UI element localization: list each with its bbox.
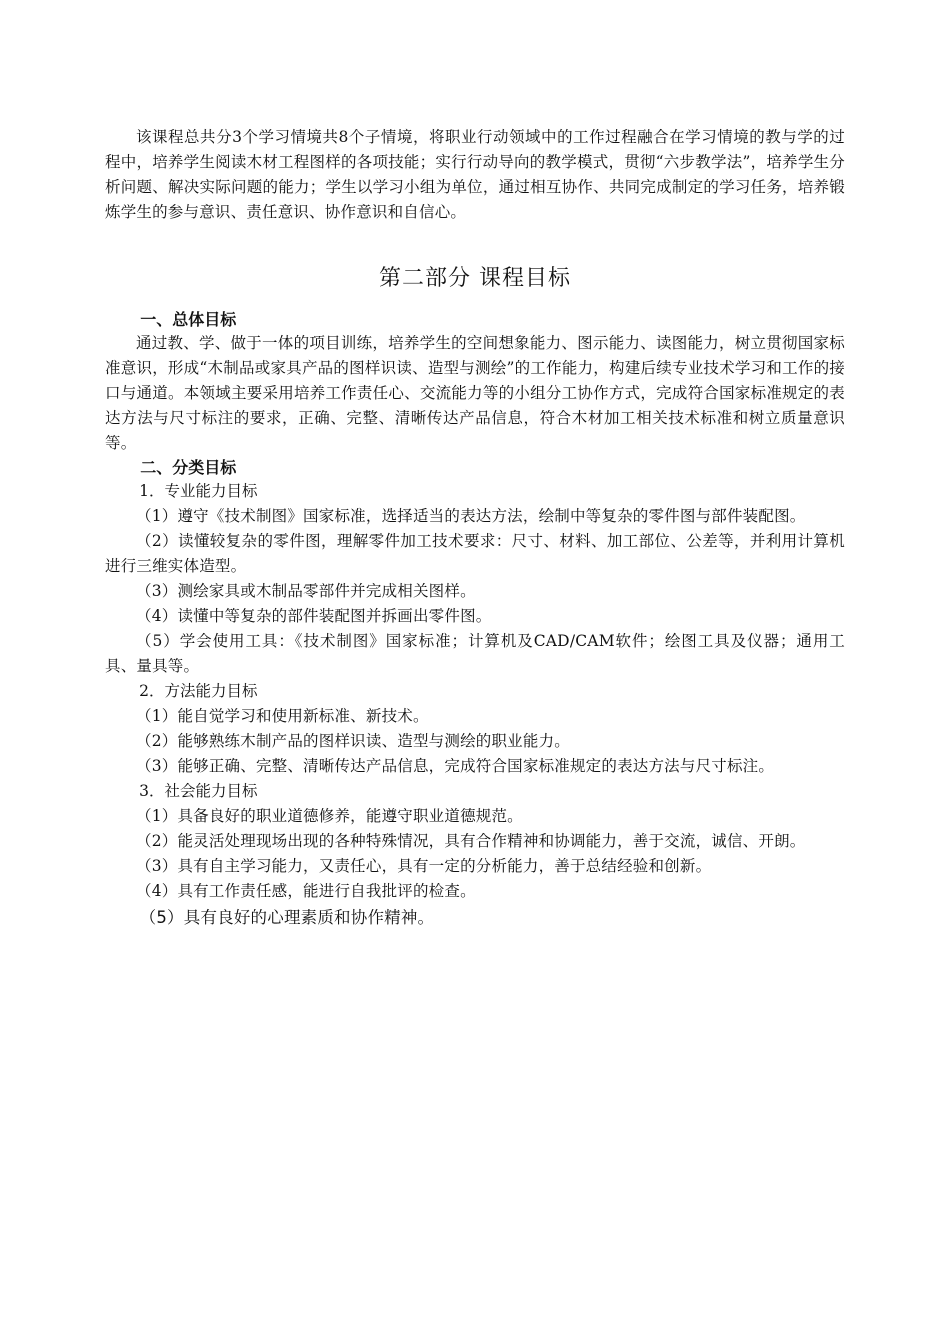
intro-paragraph: 该课程总共分3个学习情境共8个子情境，将职业行动领域中的工作过程融合在学习情境的教与学的过程中，培养学生阅读木材工程图样的各项技能；实行行动导向的教学模式，贯彻“六步教学法”，培养学生分析问题、解决实际问题的能力；学生以学习小组为单位，通过相互协作、共同完成制定的学习任务，培养锻炼学生的参与意识、责任意识、协作意识和自信心。	[105, 128, 845, 221]
professional-item-4: （4）读懂中等复杂的部件装配图并拆画出零件图。	[136, 607, 492, 625]
classified-goal-heading: 二、分类目标	[140, 458, 237, 477]
social-item-3: （3）具有自主学习能力，又责任心，具有一定的分析能力，善于总结经验和创新。	[136, 857, 712, 875]
professional-item-5: （5）学会使用工具：《技术制图》国家标准；计算机及CAD/CAM软件；绘图工具及仪器；通用工具、量具等。	[105, 632, 845, 675]
professional-item-2: （2）读懂较复杂的零件图，理解零件加工技术要求：尺寸、材料、加工部位、公差等，并利用计算机进行三维实体造型。	[105, 532, 845, 575]
method-ability-heading: 2．方法能力目标	[139, 682, 258, 700]
overall-goal-heading: 一、总体目标	[140, 310, 237, 329]
method-item-2: （2）能够熟练木制产品的图样识读、造型与测绘的职业能力。	[136, 732, 570, 750]
social-item-5: （5）具有良好的心理素质和协作精神。	[139, 908, 435, 927]
method-item-3: （3）能够正确、完整、清晰传达产品信息，完成符合国家标准规定的表达方法与尺寸标注。	[136, 757, 775, 775]
social-ability-heading: 3．社会能力目标	[139, 782, 258, 800]
professional-item-3: （3）测绘家具或木制品零部件并完成相关图样。	[136, 582, 476, 600]
social-item-2: （2）能灵活处理现场出现的各种特殊情况，具有合作精神和协调能力，善于交流，诚信、开朗。	[136, 832, 806, 850]
method-item-1: （1）能自觉学习和使用新标准、新技术。	[136, 707, 429, 725]
professional-item-1: （1）遵守《技术制图》国家标准，选择适当的表达方法，绘制中等复杂的零件图与部件装配图。	[136, 507, 806, 525]
social-item-4: （4）具有工作责任感，能进行自我批评的检查。	[136, 882, 476, 900]
professional-ability-heading: 1．专业能力目标	[139, 482, 258, 500]
document-content	[105, 125, 845, 931]
overall-goal-paragraph: 通过教、学、做于一体的项目训练，培养学生的空间想象能力、图示能力、读图能力，树立贯彻国家标准意识，形成“木制品或家具产品的图样识读、造型与测绘”的工作能力，构建后续专业技术学习和工作的接口与通道。本领域主要采用培养工作责任心、交流能力等的小组分工协作方式，完成符合国家标准规定的表达方法与尺寸标注的要求，正确、完整、清晰传达产品信息，符合木材加工相关技术标准和树立质量意识等。	[105, 334, 845, 452]
social-item-1: （1）具备良好的职业道德修养，能遵守职业道德规范。	[136, 807, 523, 825]
part-title: 第二部分 课程目标	[379, 266, 571, 291]
